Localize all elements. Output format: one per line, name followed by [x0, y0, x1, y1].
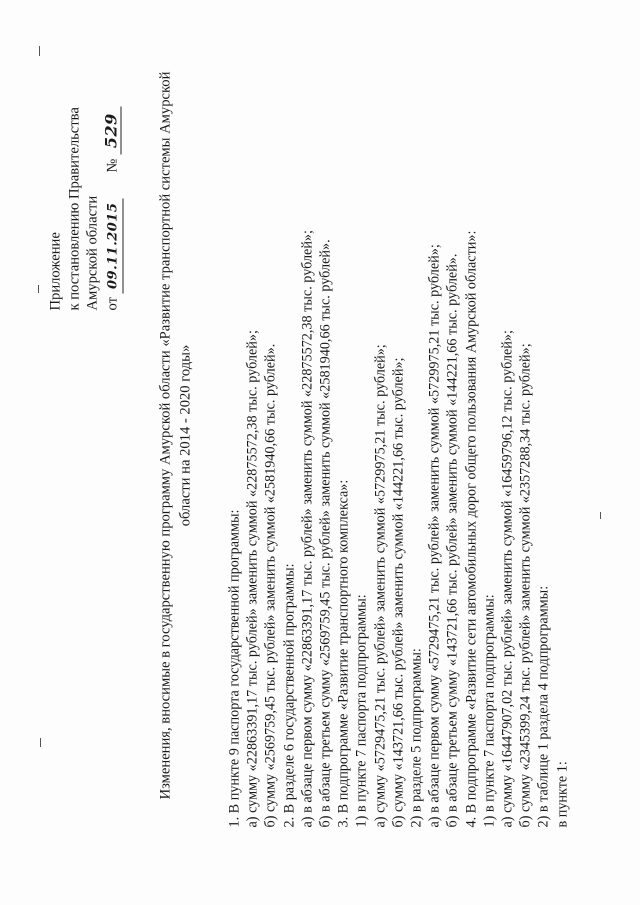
appendix-date-row: [102, 40, 124, 310]
title-line-2: области на 2014 - 2020 годы»: [177, 344, 193, 526]
body-line: а) в абзаце первом сумму «5729475,21 тыс. рублей» заменить суммой «5729975,21 тыс. рублей»;: [426, 243, 443, 827]
appendix-line-2: к постановлению Правительства: [65, 106, 82, 310]
body-line: а) сумму «5729475,21 тыс. рублей» заменить суммой «5729975,21 тыс. рублей»;: [371, 343, 388, 827]
body-line: 1) в пункте 7 паспорта подпрограммы:: [353, 593, 370, 827]
body-line: 4. В подпрограмме «Развитие сети автомобильных дорог общего пользования Амурской области»:: [462, 230, 479, 827]
body-line: б) в абзаце третьем сумму «2569759,45 тыс. рублей» заменить суммой «2581940,66 тыс. рублей».: [317, 238, 334, 827]
body-line: в пункте 1:: [553, 760, 570, 827]
title-line-1: Изменения, вносимые в государственную программу Амурской области «Развитие транспортной системы Амурской: [157, 71, 173, 799]
body-line: а) сумму «16447907,02 тыс. рублей» заменить суммой «16459796,12 тыс. рублей»;: [499, 329, 516, 827]
from-label: от: [103, 296, 120, 310]
body-line: а) сумму «22863391,17 тыс. рублей» заменить суммой «22875572,38 тыс. рублей»;: [244, 329, 261, 827]
body-line: б) в абзаце третьем сумму «143721,66 тыс. рублей» заменить суммой «144221,66 тыс. рублей».: [444, 253, 461, 827]
body-line: 1. В пункте 9 паспорта государственной программы:: [226, 509, 242, 827]
body-line: 2) в разделе 5 подпрограммы:: [408, 647, 425, 827]
number-label: №: [103, 158, 120, 173]
appendix-line-3: Амурской области: [84, 195, 100, 310]
body-line: б) сумму «2569759,45 тыс. рублей» заменить суммой «2581940,66 тыс. рублей».: [262, 343, 279, 827]
document-title: [155, 25, 195, 845]
appendix-block: [46, 40, 123, 310]
body-line: б) сумму «143721,66 тыс. рублей» заменить суммой «144221,66 тыс. рублей»;: [389, 357, 406, 827]
appendix-line-1: Приложение: [47, 231, 63, 310]
body-line: 1) в пункте 7 паспорта подпрограммы:: [480, 593, 497, 827]
document-body: [225, 27, 571, 827]
body-line: 2. В разделе 6 государственной программы:: [280, 562, 297, 827]
body-line: 2) в таблице 1 раздела 4 подпрограммы:: [535, 585, 552, 827]
body-line: а) в абзаце первом сумму «22863391,17 тыс. рублей» заменить суммой «22875572,38 тыс. рублей»;: [298, 229, 315, 827]
body-line: б) сумму «2345399,24 тыс. рублей» заменить суммой «2357288,34 тыс. рублей»;: [517, 342, 534, 827]
body-line: 3. В подпрограмме «Развитие транспортного комплекса»:: [335, 479, 352, 827]
handwritten-date: 09.11.2015: [104, 198, 124, 292]
handwritten-number: 529: [102, 106, 122, 154]
